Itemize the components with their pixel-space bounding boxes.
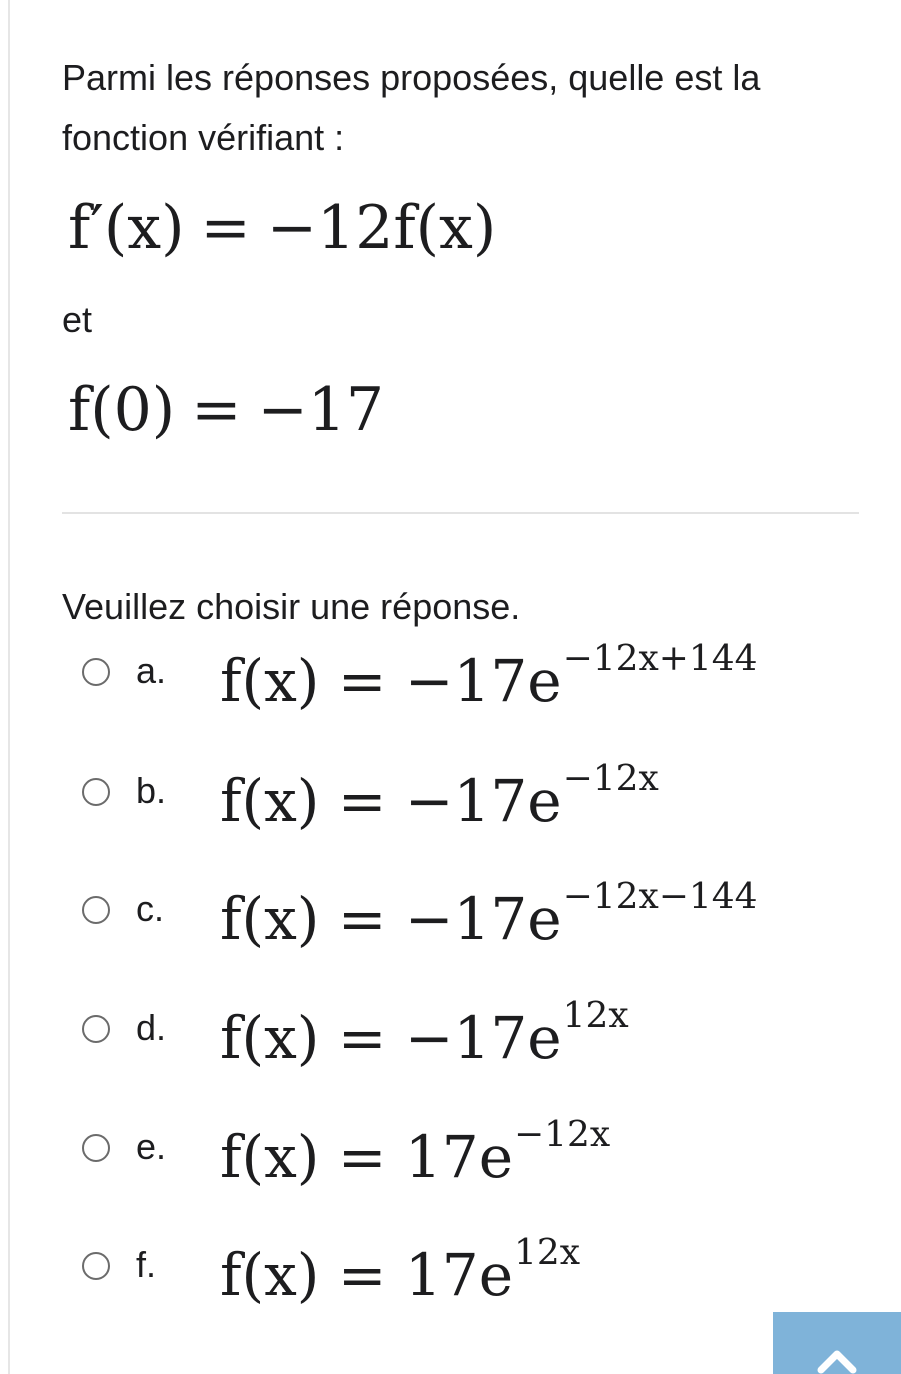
option-formula	[220, 876, 758, 959]
option-formula	[220, 1114, 611, 1197]
connector-text: et	[62, 299, 93, 340]
option-formula	[220, 1232, 581, 1315]
answer-prompt: Veuillez choisir une réponse.	[62, 586, 521, 627]
radio-button[interactable]	[82, 1015, 110, 1043]
formula-exponent: 12x	[562, 995, 629, 1037]
formula-exponent: −12x	[514, 1114, 611, 1156]
equation-initial-value	[68, 370, 384, 450]
scroll-to-top-button[interactable]	[773, 1312, 901, 1374]
formula-base: f(x) = 17e	[220, 1241, 514, 1309]
formula-base: f(x) = −17e	[220, 647, 562, 715]
option-letter: f.	[136, 1244, 157, 1285]
option-formula	[220, 638, 758, 721]
formula-base: f(x) = −17e	[220, 885, 562, 953]
equals-sign: =	[200, 193, 251, 263]
radio-button[interactable]	[82, 1134, 110, 1162]
equals-sign: =	[191, 375, 242, 445]
option-letter: d.	[136, 1007, 167, 1048]
formula-exponent: 12x	[514, 1232, 581, 1274]
question-text: Parmi les réponses proposées, quelle est la fonction vérifiant :	[62, 57, 761, 158]
formula-base: f(x) = 17e	[220, 1123, 514, 1191]
option-letter: c.	[136, 888, 165, 929]
answer-option-d[interactable]	[80, 994, 800, 1084]
answer-option-b[interactable]	[80, 757, 800, 847]
option-formula	[220, 758, 659, 841]
answer-option-f[interactable]	[80, 1231, 800, 1321]
formula-exponent: −12x−144	[562, 876, 758, 918]
divider	[62, 512, 859, 514]
radio-button[interactable]	[82, 658, 110, 686]
option-letter: b.	[136, 770, 167, 811]
equation-derivative-rhs: −12f(x)	[266, 193, 497, 263]
equation-initial-lhs: f(0)	[68, 375, 176, 445]
formula-base: f(x) = −17e	[220, 1004, 562, 1072]
formula-base: f(x) = −17e	[220, 767, 562, 835]
equation-derivative	[68, 188, 496, 268]
radio-button[interactable]	[82, 778, 110, 806]
answer-option-e[interactable]	[80, 1113, 800, 1203]
option-letter: e.	[136, 1126, 167, 1167]
radio-button[interactable]	[82, 1252, 110, 1280]
chevron-up-icon	[817, 1342, 857, 1374]
answer-option-c[interactable]	[80, 875, 800, 965]
formula-exponent: −12x+144	[562, 638, 758, 680]
formula-exponent: −12x	[562, 758, 659, 800]
radio-button[interactable]	[82, 896, 110, 924]
option-formula	[220, 995, 629, 1078]
content-border	[8, 0, 10, 1374]
equation-derivative-lhs: f′(x)	[68, 193, 185, 263]
answer-option-a[interactable]	[80, 637, 800, 727]
equation-initial-rhs: −17	[257, 375, 385, 445]
option-letter: a.	[136, 650, 167, 691]
